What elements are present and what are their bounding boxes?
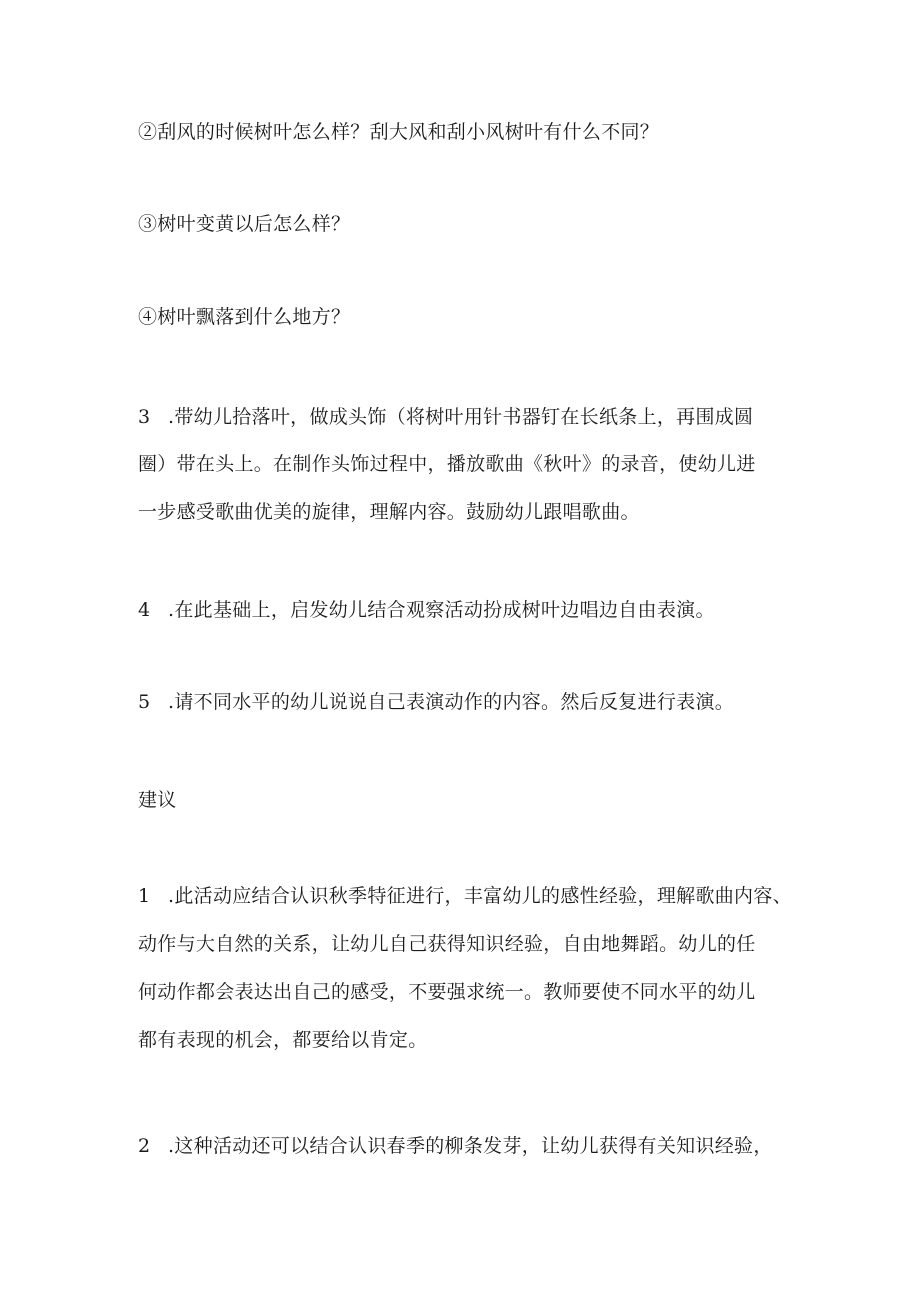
advice-1-number: 1 bbox=[138, 885, 151, 907]
step-3-text-2: 圈）带在头上。在制作头饰过程中，播放歌曲《秋叶》的录音，使幼儿进 bbox=[138, 453, 756, 475]
step-5-number: 5 bbox=[138, 691, 151, 713]
advice-1-line-2 bbox=[138, 932, 798, 956]
question-4-text: ④树叶飘落到什么地方？ bbox=[138, 306, 351, 328]
question-2 bbox=[138, 120, 798, 144]
advice-1-line-1 bbox=[138, 884, 798, 908]
step-3-text-1: .带幼儿拾落叶，做成头饰（将树叶用针书器钉在长纸条上，再围成圆 bbox=[168, 406, 754, 428]
advice-1-text-3: 何动作都会表达出自己的感受，不要强求统一。教师要使不同水平的幼儿 bbox=[138, 981, 756, 1003]
advice-1-line-3 bbox=[138, 980, 798, 1004]
advice-2-number: 2 bbox=[138, 1135, 151, 1157]
step-4-text: .在此基础上，启发幼儿结合观察活动扮成树叶边唱边自由表演。 bbox=[168, 599, 715, 621]
advice-1-line-4 bbox=[138, 1028, 798, 1052]
advice-heading-text: 建议 bbox=[138, 789, 177, 811]
advice-1-text-4: 都有表现的机会，都要给以肯定。 bbox=[138, 1029, 428, 1051]
step-3-text-3: 一步感受歌曲优美的旋律，理解内容。鼓励幼儿跟唱歌曲。 bbox=[138, 501, 640, 523]
step-5-text: .请不同水平的幼儿说说自己表演动作的内容。然后反复进行表演。 bbox=[168, 691, 735, 713]
advice-1-text-1: .此活动应结合认识秋季特征进行，丰富幼儿的感性经验，理解歌曲内容、 bbox=[168, 885, 792, 907]
advice-heading bbox=[138, 788, 798, 812]
step-5-line bbox=[138, 690, 798, 714]
step-3-number: 3 bbox=[138, 406, 151, 428]
advice-2-line-1 bbox=[138, 1134, 798, 1158]
step-4-line bbox=[138, 598, 798, 622]
step-3-line-1 bbox=[138, 405, 798, 429]
question-3-text: ③树叶变黄以后怎么样？ bbox=[138, 213, 351, 235]
step-3-line-2 bbox=[138, 452, 798, 476]
question-2-text: ②刮风的时候树叶怎么样？刮大风和刮小风树叶有什么不同？ bbox=[138, 121, 660, 143]
step-3-line-3 bbox=[138, 500, 798, 524]
advice-2-text-1: .这种活动还可以结合认识春季的柳条发芽，让幼儿获得有关知识经验， bbox=[168, 1135, 773, 1157]
step-4-number: 4 bbox=[138, 599, 151, 621]
advice-1-text-2: 动作与大自然的关系，让幼儿自己获得知识经验，自由地舞蹈。幼儿的任 bbox=[138, 933, 756, 955]
question-3 bbox=[138, 212, 798, 236]
question-4 bbox=[138, 305, 798, 329]
